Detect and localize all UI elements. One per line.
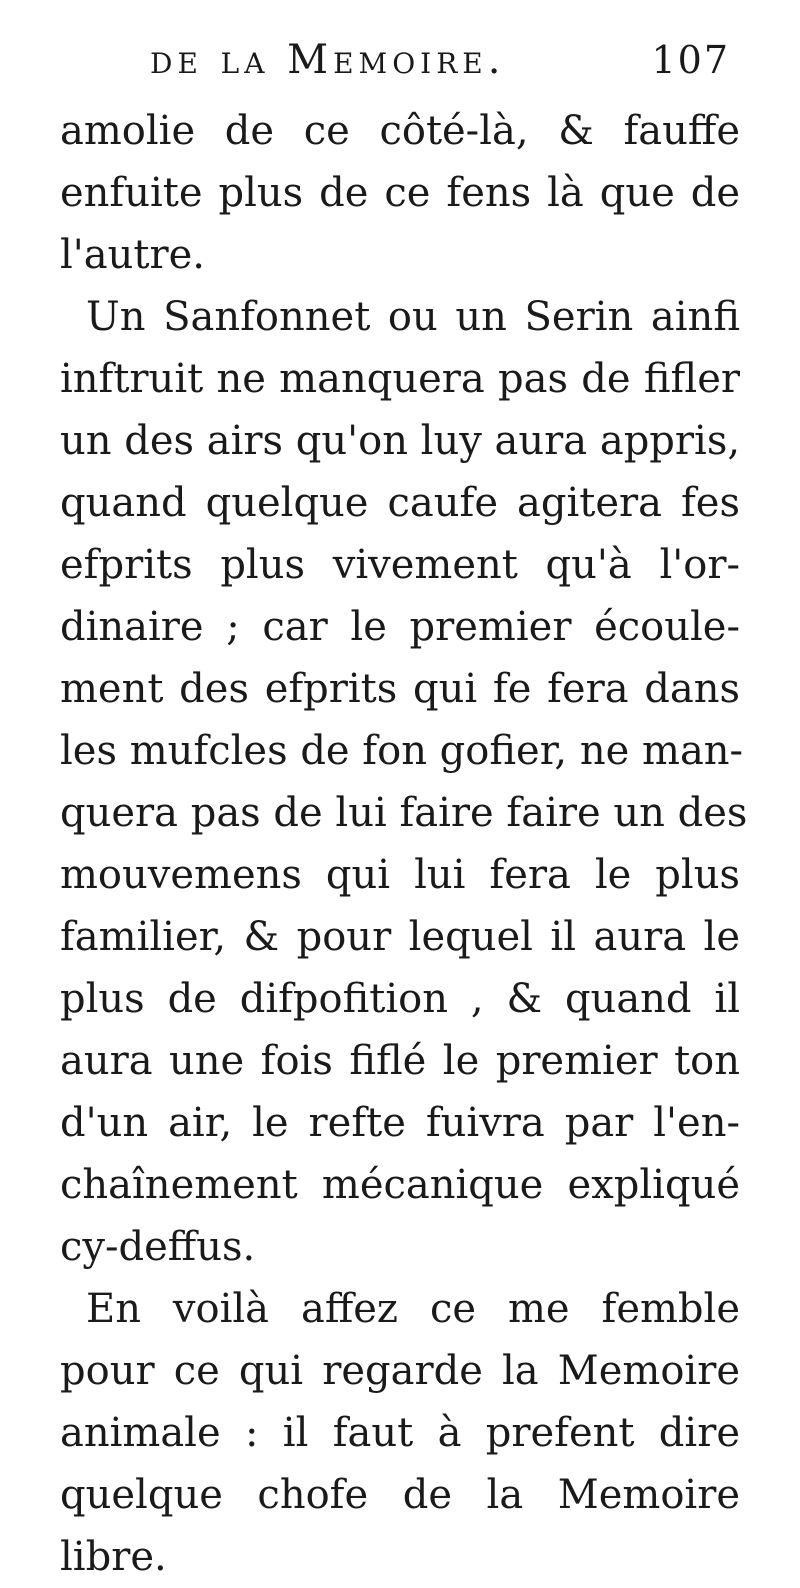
text-line: cy-deffus. [60, 1224, 256, 1270]
text-line: d'un air, le refte fuivra par l'en- [60, 1100, 740, 1146]
text-line: inftruit ne manquera pas de fifler [60, 356, 740, 402]
text-line: aura une fois fiflé le premier ton [60, 1038, 740, 1084]
text-line: plus de difpofition , & quand il [60, 976, 740, 1022]
text-line: un des airs qu'on luy aura appris, [60, 418, 741, 464]
running-head-title: de la Memoire. [150, 37, 506, 83]
text-line: amolie de ce côté-là, & fauffe [60, 108, 740, 154]
text-line: efprits plus vivement qu'à l'or- [60, 542, 740, 588]
text-line: familier, & pour lequel il aura le [60, 914, 740, 960]
text-line: libre. [60, 1534, 167, 1580]
running-head [150, 30, 730, 90]
text-line: quand quelque caufe agitera fes [60, 480, 740, 526]
text-line: chaînement mécanique expliqué [60, 1162, 740, 1208]
text-line: pour ce qui regarde la Memoire [60, 1348, 740, 1394]
text-line: ment des efprits qui fe fera dans [60, 666, 740, 712]
text-line: dinaire ; car le premier écoule- [60, 604, 740, 650]
text-line: En voilà affez ce me femble [86, 1286, 740, 1332]
text-line: quelque chofe de la Memoire [60, 1472, 740, 1518]
text-line: mouvemens qui lui fera le plus [60, 852, 740, 898]
page-number: 107 [651, 38, 730, 82]
text-line: Un Sanfonnet ou un Serin ainfi [86, 294, 740, 340]
text-line: l'autre. [60, 232, 205, 278]
text-line: animale : il faut à prefent dire [60, 1410, 740, 1456]
text-line: enfuite plus de ce fens là que de [60, 170, 740, 216]
body-text [60, 100, 748, 1588]
text-line: les mufcles de fon gofier, ne man- [60, 728, 744, 774]
text-line: quera pas de lui faire faire un des [60, 790, 748, 836]
